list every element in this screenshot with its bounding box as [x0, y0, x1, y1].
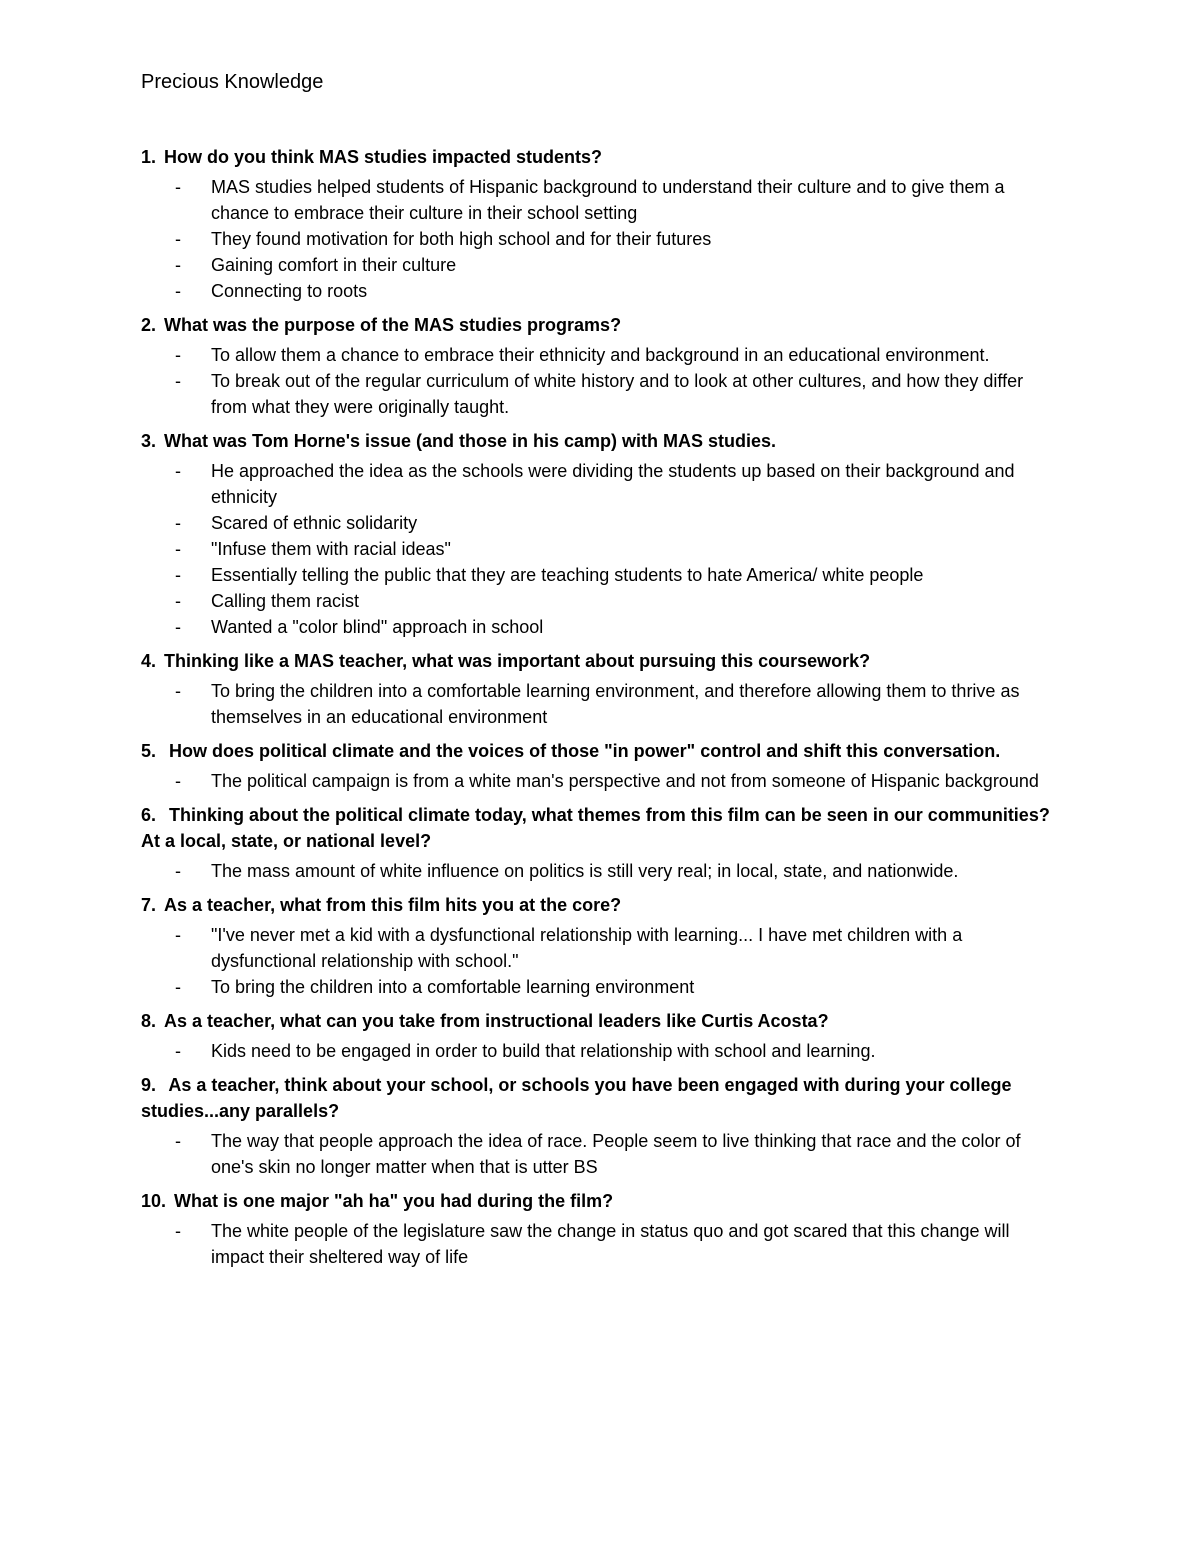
- answer-item: [141, 922, 1061, 974]
- answer-text: Scared of ethnic solidarity: [211, 513, 418, 533]
- dash-bullet: -: [175, 539, 181, 559]
- question-number: 9.: [141, 1075, 157, 1095]
- answer-text: To allow them a chance to embrace their ethnicity and background in an educational environment.: [211, 345, 990, 365]
- dash-bullet: -: [175, 977, 181, 997]
- question-item: [141, 802, 1061, 884]
- answer-item: [141, 342, 1061, 368]
- answer-item: [141, 768, 1061, 794]
- dash-bullet: -: [175, 255, 181, 275]
- answer-text: Wanted a "color blind" approach in school: [211, 617, 544, 637]
- question-heading: [141, 648, 1061, 674]
- answer-list: [141, 458, 1061, 640]
- answer-list: [141, 858, 1061, 884]
- answer-text: The white people of the legislature saw the change in status quo and got scared that this change will impact their sheltered way of life: [211, 1221, 1010, 1267]
- answer-text: To bring the children into a comfortable learning environment: [211, 977, 695, 997]
- question-item: [141, 312, 1061, 420]
- question-number: 5.: [141, 741, 157, 761]
- answer-item: [141, 588, 1061, 614]
- answer-text: They found motivation for both high school and for their futures: [211, 229, 712, 249]
- dash-bullet: -: [175, 565, 181, 585]
- question-item: [141, 1072, 1061, 1180]
- question-number: 8.: [141, 1011, 157, 1031]
- question-heading: [141, 738, 1061, 764]
- dash-bullet: -: [175, 591, 181, 611]
- answer-item: [141, 226, 1061, 252]
- answer-list: [141, 1038, 1061, 1064]
- answer-item: [141, 562, 1061, 588]
- answer-list: [141, 1218, 1061, 1270]
- question-number: 10.: [141, 1191, 167, 1211]
- answer-item: [141, 974, 1061, 1000]
- dash-bullet: -: [175, 861, 181, 881]
- answer-item: [141, 278, 1061, 304]
- dash-bullet: -: [175, 345, 181, 365]
- answer-item: [141, 510, 1061, 536]
- question-text: As a teacher, what can you take from instructional leaders like Curtis Acosta?: [164, 1011, 829, 1031]
- dash-bullet: -: [175, 229, 181, 249]
- answer-list: [141, 1128, 1061, 1180]
- question-text: How does political climate and the voices of those "in power" control and shift this conversation.: [169, 741, 1001, 761]
- answer-item: [141, 1038, 1061, 1064]
- question-item: [141, 1008, 1061, 1064]
- answer-item: [141, 174, 1061, 226]
- answer-item: [141, 252, 1061, 278]
- dash-bullet: -: [175, 513, 181, 533]
- question-number: 7.: [141, 895, 157, 915]
- answer-text: To break out of the regular curriculum of white history and to look at other cultures, and how they differ from what they were originally taught.: [211, 371, 1024, 417]
- question-text: As a teacher, think about your school, or schools you have been engaged with during your college studies...any parallels?: [141, 1075, 1012, 1121]
- question-heading: [141, 802, 1061, 854]
- question-number: 2.: [141, 315, 157, 335]
- answer-list: [141, 678, 1061, 730]
- answer-text: Kids need to be engaged in order to build that relationship with school and learning.: [211, 1041, 876, 1061]
- answer-text: To bring the children into a comfortable learning environment, and therefore allowing them to thrive as themselves in an educational environment: [211, 681, 1020, 727]
- dash-bullet: -: [175, 681, 181, 701]
- answer-text: The mass amount of white influence on politics is still very real; in local, state, and nationwide.: [211, 861, 959, 881]
- question-text: How do you think MAS studies impacted students?: [164, 147, 603, 167]
- question-list: [141, 144, 1061, 1270]
- question-heading: [141, 892, 1061, 918]
- dash-bullet: -: [175, 177, 181, 197]
- answer-text: "Infuse them with racial ideas": [211, 539, 451, 559]
- dash-bullet: -: [175, 771, 181, 791]
- question-heading: [141, 1008, 1061, 1034]
- question-number: 3.: [141, 431, 157, 451]
- answer-item: [141, 536, 1061, 562]
- answer-item: [141, 1128, 1061, 1180]
- dash-bullet: -: [175, 617, 181, 637]
- answer-list: [141, 922, 1061, 1000]
- dash-bullet: -: [175, 281, 181, 301]
- answer-text: The political campaign is from a white man's perspective and not from someone of Hispanic background: [211, 771, 1039, 791]
- question-item: [141, 648, 1061, 730]
- question-text: Thinking about the political climate today, what themes from this film can be seen in our communities? At a local, state, or national level?: [141, 805, 1050, 851]
- question-number: 1.: [141, 147, 157, 167]
- dash-bullet: -: [175, 1221, 181, 1241]
- answer-text: Connecting to roots: [211, 281, 368, 301]
- document-page: [141, 68, 1061, 1278]
- question-text: As a teacher, what from this film hits you at the core?: [164, 895, 622, 915]
- answer-text: Gaining comfort in their culture: [211, 255, 457, 275]
- answer-list: [141, 768, 1061, 794]
- answer-item: [141, 368, 1061, 420]
- question-item: [141, 892, 1061, 1000]
- question-heading: [141, 1188, 1061, 1214]
- dash-bullet: -: [175, 1131, 181, 1151]
- dash-bullet: -: [175, 371, 181, 391]
- question-heading: [141, 1072, 1061, 1124]
- question-text: What was the purpose of the MAS studies programs?: [164, 315, 622, 335]
- question-text: What was Tom Horne's issue (and those in his camp) with MAS studies.: [164, 431, 777, 451]
- document-title: Precious Knowledge: [141, 71, 324, 93]
- answer-list: [141, 342, 1061, 420]
- question-item: [141, 144, 1061, 304]
- question-number: 4.: [141, 651, 157, 671]
- answer-item: [141, 458, 1061, 510]
- answer-text: Calling them racist: [211, 591, 360, 611]
- question-number: 6.: [141, 805, 157, 825]
- answer-item: [141, 858, 1061, 884]
- question-item: [141, 1188, 1061, 1270]
- question-item: [141, 428, 1061, 640]
- answer-item: [141, 614, 1061, 640]
- dash-bullet: -: [175, 925, 181, 945]
- answer-item: [141, 1218, 1061, 1270]
- answer-text: The way that people approach the idea of race. People seem to live thinking that race and the color of one's skin no longer matter when that is utter BS: [211, 1131, 1021, 1177]
- question-text: Thinking like a MAS teacher, what was important about pursuing this coursework?: [164, 651, 871, 671]
- question-heading: [141, 144, 1061, 170]
- question-heading: [141, 428, 1061, 454]
- question-heading: [141, 312, 1061, 338]
- answer-text: Essentially telling the public that they are teaching students to hate America/ white people: [211, 565, 924, 585]
- answer-text: He approached the idea as the schools were dividing the students up based on their background and ethnicity: [211, 461, 1015, 507]
- answer-list: [141, 174, 1061, 304]
- question-text: What is one major "ah ha" you had during the film?: [174, 1191, 614, 1211]
- dash-bullet: -: [175, 461, 181, 481]
- question-item: [141, 738, 1061, 794]
- dash-bullet: -: [175, 1041, 181, 1061]
- answer-text: MAS studies helped students of Hispanic background to understand their culture and to give them a chance to embrace their culture in their school setting: [211, 177, 1005, 223]
- answer-text: "I've never met a kid with a dysfunctional relationship with learning... I have met children with a dysfunctional relationship with school.": [211, 925, 963, 971]
- answer-item: [141, 678, 1061, 730]
